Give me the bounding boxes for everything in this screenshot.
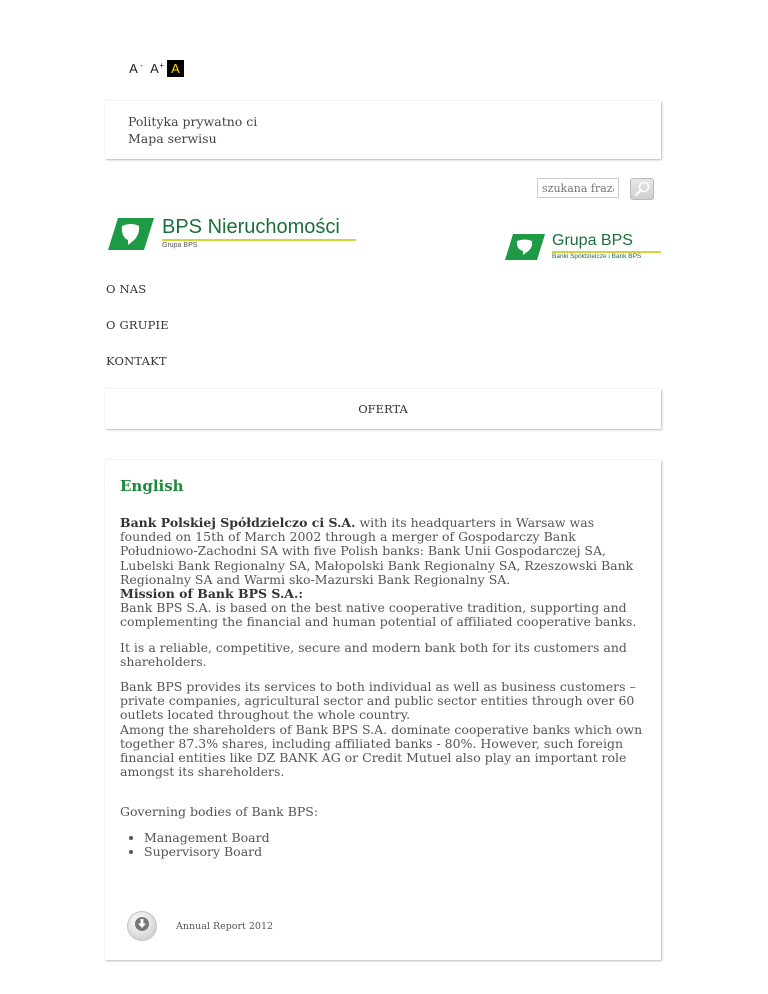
nav-item-o-grupie[interactable]: O GRUPIE [106, 318, 169, 332]
increase-font-button[interactable] [146, 60, 163, 77]
increase-font-sup: + [159, 61, 164, 70]
logo-mark-icon [106, 216, 156, 252]
logo-title: BPS Nieruchomości [162, 216, 340, 238]
top-links-panel [105, 101, 661, 159]
high-contrast-label: A [171, 61, 180, 76]
font-size-tools [125, 60, 184, 77]
list-item: • Supervisory Board [144, 845, 648, 859]
page-title: English [120, 477, 184, 495]
bps-nieruchomosci-logo[interactable] [106, 216, 358, 252]
annual-report-link[interactable]: Annual Report 2012 [176, 920, 274, 932]
shareholders-text: Among the shareholders of Bank BPS S.A. dominate cooperative banks which own together 87.3% shares, including affiliated banks - 80%. However, such foreign financial entities like DZ BANK AG or Credit Mutuel also play an important role amongst its shareholders. [120, 721, 643, 780]
nav-item-o-nas[interactable]: O NAS [106, 282, 147, 296]
mission-heading: Mission of Bank BPS S.A.: [120, 586, 303, 602]
search-icon [631, 179, 653, 199]
intro-bold: Bank Polskiej Spółdzielczo ci S.A. [120, 515, 356, 530]
group-logo-mark-icon [503, 233, 547, 261]
logo-subtitle: Grupa BPS [162, 242, 198, 249]
mission-text: Bank BPS S.A. is based on the best native cooperative tradition, supporting and complementing the financial and human potential of affiliated cooperative banks. [120, 600, 637, 630]
intro-text: with its headquarters in Warsaw was founded on 15th of March 2002 through a merger of Gospodarczy Bank Południowo-Zachodni SA with five Polish banks: Bank Unii Gospodarczej SA, Lubelski Bank Regionalny SA, Małopolski Bank Regionalny SA, Rzeszowski Bank Regionalny SA and Warmi sko-Mazurski Bank Regionalny SA. [120, 515, 634, 587]
search-button[interactable] [630, 178, 654, 200]
logo-underline [162, 239, 356, 241]
increase-font-label: A [150, 61, 159, 76]
decrease-font-sup: - [140, 61, 143, 70]
group-logo-title: Grupa BPS [552, 232, 633, 249]
reliability-paragraph: It is a reliable, competitive, secure and modern bank both for its customers and shareholders. [120, 639, 627, 669]
governing-heading: Governing bodies of Bank BPS: [120, 804, 319, 820]
list-item: • Management Board [144, 831, 648, 845]
sitemap-link[interactable]: Mapa serwisu [128, 131, 217, 146]
privacy-policy-link[interactable]: Polityka prywatno ci [128, 114, 258, 129]
content-panel [105, 460, 661, 960]
high-contrast-button[interactable] [167, 60, 184, 77]
group-logo-subtitle: Banki Spółdzielcze i Bank BPS [552, 253, 642, 260]
annual-report-download[interactable] [127, 911, 273, 941]
decrease-font-button[interactable] [125, 60, 142, 77]
services-text: Bank BPS provides its services to both individual as well as business customers – private companies, agricultural sector and public sector entities through over 60 outlets located throughout the whole country. [120, 679, 636, 723]
decrease-font-label: A [129, 61, 138, 76]
oferta-label: OFERTA [358, 402, 408, 416]
oferta-menu[interactable] [105, 389, 661, 429]
download-icon [127, 911, 157, 941]
grupa-bps-logo[interactable] [503, 233, 663, 263]
nav-item-kontakt[interactable]: KONTAKT [106, 354, 167, 368]
article-body [120, 516, 648, 859]
search-input[interactable] [537, 178, 619, 198]
governing-list [120, 831, 648, 859]
